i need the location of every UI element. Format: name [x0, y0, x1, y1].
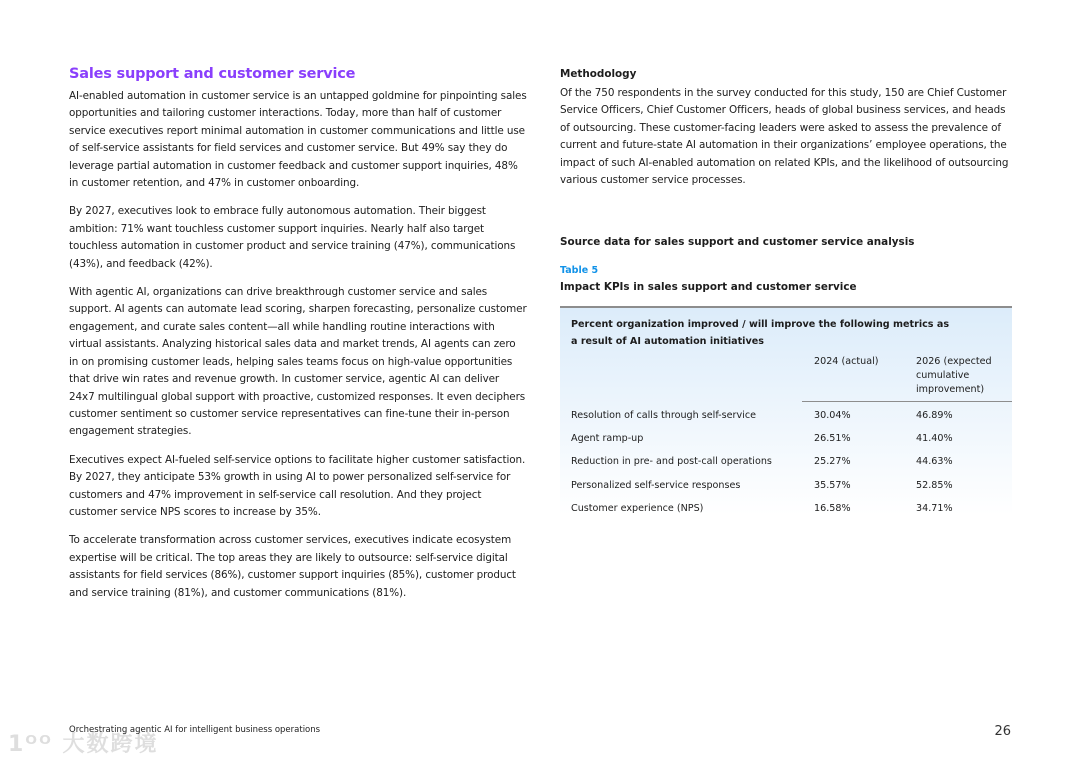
table-row [571, 450, 1012, 473]
methodology-heading: Methodology [560, 68, 637, 80]
value-2026: 46.89% [916, 410, 953, 421]
row-label: Customer experience (NPS) [571, 502, 704, 514]
table-caption: Percent organization improved / will improve the following metrics as a result of AI automation initiatives [571, 319, 950, 347]
value-2024: 16.58% [814, 502, 851, 514]
footer-title: Orchestrating agentic AI for intelligent business operations [69, 725, 321, 735]
left-column [69, 66, 527, 613]
table-row [571, 427, 1012, 450]
table-number: Table 5 [560, 265, 599, 276]
right-column [560, 66, 1012, 514]
paragraph: Executives expect AI-fueled self-service options to facilitate higher customer satisfaction. By 2027, they anticipate 53% growth in using AI to power personalized self-service for customers and 47% improvement in self-service call resolution. And they project customer service NPS scores to increase by 35%. [69, 453, 526, 518]
watermark-logo: 1ᴼᴼ 大数跨境 [8, 732, 159, 757]
column-header-2026: 2026 (expected cumulative improvement) [916, 356, 992, 395]
paragraph: AI-enabled automation in customer service is an untapped goldmine for pinpointing sales opportunities and tailoring customer interactions. Today, more than half of customer service executives report minimal automation in customer communications and little use of self-service assistants for field services and customer service. But 49% say they do leverage partial automation in customer feedback and customer support inquiries, 48% in customer retention, and 47% in customer onboarding. [69, 90, 527, 190]
value-2026: 41.40% [916, 433, 953, 445]
value-2024: 30.04% [814, 410, 851, 421]
table-title: Impact KPIs in sales support and customer service [560, 281, 857, 293]
row-label: Agent ramp-up [571, 433, 644, 445]
value-2026: 52.85% [916, 479, 953, 491]
row-label: Personalized self-service responses [571, 479, 741, 491]
paragraph: To accelerate transformation across customer services, executives indicate ecosystem expertise will be critical. The top areas they are likely to outsource: self-service digital assistants for field services (86%), customer support inquiries (85%), customer product and service training (81%), and customer communications (81%). [69, 534, 516, 599]
paragraph: With agentic AI, organizations can drive breakthrough customer service and sales support. AI agents can automate lead scoring, sharpen forecasting, personalize customer engagement, and curate sales content—all while handling routine interactions with virtual assistants. Analyzing historical sales data and market trends, AI agents can zero in on promising customer leads, helping sales teams focus on high-value opportunities that drive win rates and revenue growth. In customer service, agentic AI can deliver 24x7 multilingual global support with proactive, customized responses. It even deciphers customer sentiment so customer service representatives can fine-tune their in-person engagement strategies. [69, 286, 527, 438]
header-divider [802, 401, 1012, 402]
paragraph: By 2027, executives look to embrace fully autonomous automation. Their biggest ambition: 71% want touchless customer support inquiries. Nearly half also target touchless automation in customer product and service training (47%), communications (43%), and feedback (42%). [69, 205, 516, 270]
row-label: Resolution of calls through self-service [571, 410, 756, 421]
methodology-text: Of the 750 respondents in the survey conducted for this study, 150 are Chief Customer Service Officers, Chief Customer Officers, heads of global business services, and heads of outsourcing. These customer-facing leaders were asked to assess the prevalence of current and future-state AI automation in their organizations’ employee operations, the impact of such AI-enabled automation on related KPIs, and the likelihood of outsourcing various customer service processes. [560, 87, 1009, 187]
page-number: 26 [994, 724, 1011, 739]
row-label: Reduction in pre- and post-call operations [571, 456, 772, 468]
table-row [571, 404, 1012, 427]
value-2026: 34.71% [916, 502, 953, 514]
value-2024: 26.51% [814, 433, 851, 445]
value-2026: 44.63% [916, 456, 953, 468]
kpi-table [560, 306, 1012, 526]
table-row [571, 474, 1012, 497]
value-2024: 25.27% [814, 456, 851, 468]
section-heading: Sales support and customer service [69, 66, 356, 82]
source-heading: Source data for sales support and customer service analysis [560, 236, 915, 248]
value-2024: 35.57% [814, 479, 851, 491]
table-row [571, 497, 1012, 520]
column-header-2024: 2024 (actual) [814, 356, 879, 367]
